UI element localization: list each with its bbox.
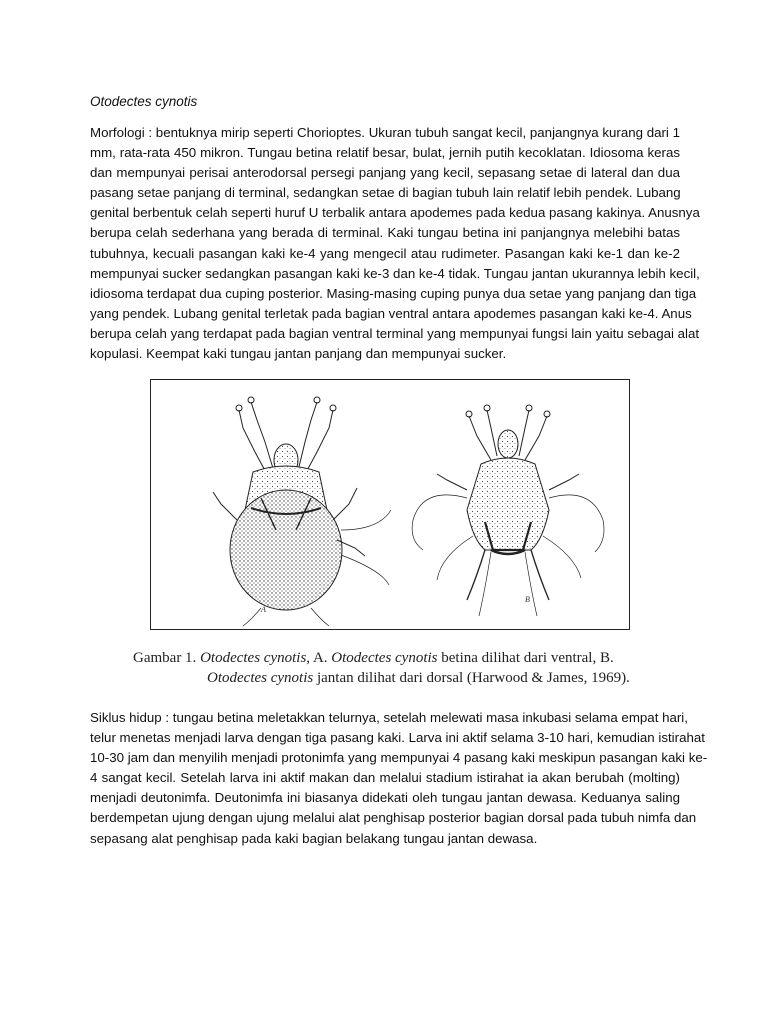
text-line: genital berbentuk celah seperti huruf U terbalik antara apodemes pada kedua pasang kakinya. Anusnya bbox=[90, 205, 700, 221]
caption-prefix: Gambar 1. bbox=[133, 650, 201, 666]
caption-text: jantan dilihat dari dorsal (Harwood & James, 1969). bbox=[313, 670, 630, 686]
text-line: berupa celah yang terdapat pada bagian ventral terminal yang mempunyai fungsi lain yaitu sebagai alat bbox=[90, 325, 700, 341]
mite-illustration-figure bbox=[150, 379, 630, 630]
text-line: 4 sangat kecil. Setelah larva ini aktif makan dan melalui stadium istirahat ia akan berubah (molting) bbox=[90, 770, 680, 786]
document-title: Otodectes cynotis bbox=[90, 94, 198, 109]
text-line: sepasang alat penghisap pada kaki bagian belakang tungau jantan dewasa. bbox=[90, 830, 538, 846]
caption-text: betina dilihat dari ventral, B. bbox=[437, 650, 614, 666]
text-line: Morfologi : bentuknya mirip seperti Chorioptes. Ukuran tubuh sangat kecil, panjangnya kurang dari 1 bbox=[90, 125, 680, 140]
male-mite-drawing-b bbox=[412, 405, 604, 616]
caption-text: , A. bbox=[306, 650, 332, 666]
caption-species-name: Otodectes cynotis bbox=[331, 650, 438, 666]
caption-species-name: Otodectes cynotis bbox=[200, 650, 307, 666]
text-line: Siklus hidup : tungau betina meletakkan telurnya, setelah melewati masa inkubasi selama empat hari, bbox=[90, 710, 688, 725]
text-line: yang pendek. Lubang genital terletak pada bagian ventral antara apodemes pasangan kaki ke-4. Anus bbox=[90, 305, 692, 321]
siklus-hidup-paragraph bbox=[90, 708, 708, 849]
text-line: kopulasi. Keempat kaki tungau jantan panjang dan mempunyai sucker. bbox=[90, 346, 507, 362]
text-line: 10-30 jam dan menyilih menjadi protonimfa yang mempunyai 4 pasang kaki meskipun pasangan kaki ke- bbox=[90, 750, 708, 766]
caption-line-2 bbox=[133, 668, 653, 688]
text-line: tubuhnya, kecuali pasangan kaki ke-4 yang mengecil atau rudimeter. Pasangan kaki ke-1 dan ke-2 bbox=[90, 245, 680, 261]
text-line: berdempetan ujung dengan ujung melalui alat penghisap posterior bagian dorsal pada tubuh nimfa dan bbox=[90, 810, 697, 826]
caption-line-1 bbox=[133, 648, 653, 668]
text-line: mempunyai sucker sedangkan pasangan kaki ke-3 dan ke-4 tidak. Tungau jantan ukurannya lebih kecil, bbox=[90, 265, 700, 281]
figure-label-a: A bbox=[261, 605, 266, 614]
text-line: berupa celah sederhana yang berada di terminal. Kaki tungau betina ini panjangnya melebihi batas bbox=[90, 225, 680, 241]
caption-species-name: Otodectes cynotis bbox=[207, 670, 314, 686]
female-mite-drawing-a bbox=[213, 397, 391, 626]
mite-drawings bbox=[151, 380, 628, 628]
text-line: mm, rata-rata 450 mikron. Tungau betina relatif besar, bulat, jernih putih kecoklatan. Idiosoma keras bbox=[90, 145, 680, 161]
morfologi-paragraph bbox=[90, 123, 700, 364]
text-line: pasang setae panjang di terminal, sedangkan setae di bagian tubuh lain relatif lebih pendek. Lubang bbox=[90, 185, 681, 201]
text-line: telur menetas menjadi larva dengan tiga pasang kaki. Larva ini aktif selama 3-10 hari, kemudian istirahat bbox=[90, 730, 705, 746]
text-line: idiosoma terdapat dua cuping posterior. Masing-masing cuping punya dua setae yang panjang dan tiga bbox=[90, 285, 697, 301]
text-line: dan mempunyai perisai anterodorsal persegi panjang yang kecil, sepasang setae di lateral dan dua bbox=[90, 165, 680, 181]
figure-caption bbox=[133, 648, 653, 688]
figure-label-b: B bbox=[525, 595, 530, 604]
text-line: menjadi deutonimfa. Deutonimfa ini biasanya didekati oleh tungau jantan dewasa. Keduanya saling bbox=[90, 790, 680, 806]
